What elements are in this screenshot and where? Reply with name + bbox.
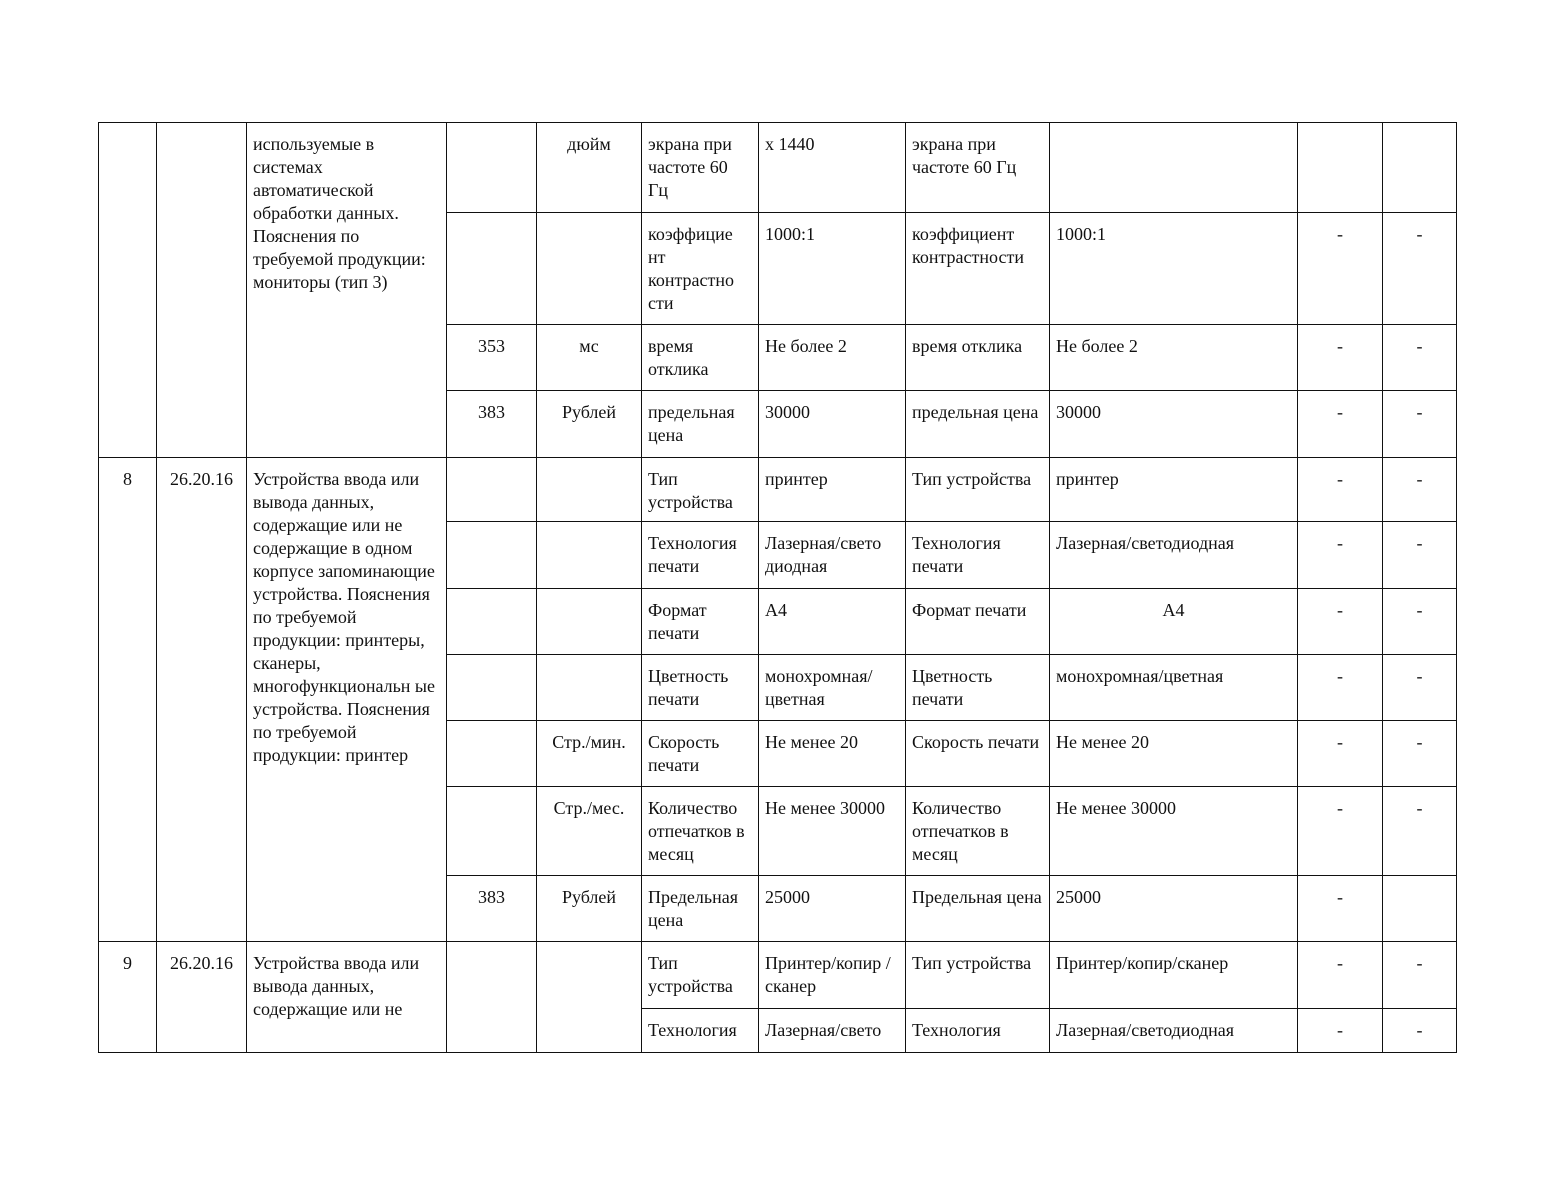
value-cell: Не менее 20: [1050, 721, 1298, 787]
dash-cell: -: [1298, 522, 1383, 589]
characteristic-cell: коэффицие нт контрастно сти: [642, 213, 759, 325]
value-cell: 30000: [759, 391, 906, 458]
characteristic-cell: коэффициент контрастности: [906, 213, 1050, 325]
requirements-table: [98, 122, 1457, 1053]
okei-code-cell: 383: [447, 391, 537, 458]
characteristic-cell: Тип устройства: [906, 942, 1050, 1009]
characteristic-cell: Количество отпечатков в месяц: [642, 787, 759, 876]
dash-cell: -: [1298, 391, 1383, 458]
dash-cell: [1298, 123, 1383, 213]
characteristic-cell: Тип устройства: [642, 458, 759, 522]
unit-cell: Стр./мин.: [537, 721, 642, 787]
table-row: [99, 123, 1457, 213]
characteristic-cell: экрана при частоте 60 Гц: [906, 123, 1050, 213]
okei-code-cell: 383: [447, 876, 537, 942]
value-cell: принтер: [1050, 458, 1298, 522]
product-name-cell: Устройства ввода или вывода данных, содержащие или не содержащие в одном корпусе запоминающие устройства. Пояснения по требуемой продукции: принтеры, сканеры, многофункциональн ые устройства. Пояснения по требуемой продукции: принтер: [247, 458, 447, 942]
dash-cell: -: [1298, 1009, 1383, 1053]
dash-cell: -: [1383, 942, 1457, 1009]
value-cell: Не более 2: [1050, 325, 1298, 391]
row-number-cell: 8: [99, 458, 157, 942]
row-number-cell: [99, 123, 157, 458]
okei-code-cell: [447, 721, 537, 787]
dash-cell: -: [1383, 1009, 1457, 1053]
table-row: [99, 942, 1457, 1009]
unit-cell: Стр./мес.: [537, 787, 642, 876]
dash-cell: [1383, 876, 1457, 942]
row-number-cell: 9: [99, 942, 157, 1053]
characteristic-cell: Технология печати: [906, 522, 1050, 589]
dash-cell: -: [1298, 721, 1383, 787]
okei-code-cell: 353: [447, 325, 537, 391]
dash-cell: -: [1383, 458, 1457, 522]
dash-cell: -: [1383, 213, 1457, 325]
unit-cell: дюйм: [537, 123, 642, 213]
dash-cell: -: [1383, 589, 1457, 655]
value-cell: А4: [759, 589, 906, 655]
unit-cell: Рублей: [537, 876, 642, 942]
okei-code-cell: [447, 522, 537, 589]
characteristic-cell: Формат печати: [642, 589, 759, 655]
dash-cell: -: [1298, 458, 1383, 522]
characteristic-cell: Скорость печати: [642, 721, 759, 787]
characteristic-cell: экрана при частоте 60 Гц: [642, 123, 759, 213]
characteristic-cell: Технология: [906, 1009, 1050, 1053]
dash-cell: -: [1298, 325, 1383, 391]
dash-cell: -: [1298, 589, 1383, 655]
characteristic-cell: предельная цена: [906, 391, 1050, 458]
value-cell: 25000: [1050, 876, 1298, 942]
unit-cell: Рублей: [537, 391, 642, 458]
unit-cell: [537, 589, 642, 655]
dash-cell: -: [1298, 787, 1383, 876]
dash-cell: [1383, 123, 1457, 213]
characteristic-cell: Тип устройства: [906, 458, 1050, 522]
characteristic-cell: Формат печати: [906, 589, 1050, 655]
dash-cell: -: [1298, 213, 1383, 325]
characteristic-cell: Цветность печати: [642, 655, 759, 721]
product-name-cell: Устройства ввода или вывода данных, содержащие или не: [247, 942, 447, 1053]
okei-code-cell: [447, 942, 537, 1053]
dash-cell: -: [1383, 787, 1457, 876]
characteristic-cell: Технология: [642, 1009, 759, 1053]
characteristic-cell: предельная цена: [642, 391, 759, 458]
value-cell: Лазерная/светодиодная: [1050, 1009, 1298, 1053]
okpd-code-cell: 26.20.16: [157, 942, 247, 1053]
value-cell: Лазерная/свето диодная: [759, 522, 906, 589]
value-cell: монохромная/ цветная: [759, 655, 906, 721]
value-cell: 1000:1: [1050, 213, 1298, 325]
dash-cell: -: [1383, 721, 1457, 787]
okei-code-cell: [447, 213, 537, 325]
value-cell: принтер: [759, 458, 906, 522]
value-cell: А4: [1050, 589, 1298, 655]
table-row: [99, 458, 1457, 522]
dash-cell: -: [1383, 655, 1457, 721]
document-page: [98, 122, 1456, 1053]
dash-cell: -: [1298, 876, 1383, 942]
dash-cell: -: [1298, 942, 1383, 1009]
dash-cell: -: [1298, 655, 1383, 721]
unit-cell: [537, 522, 642, 589]
characteristic-cell: Цветность печати: [906, 655, 1050, 721]
value-cell: 30000: [1050, 391, 1298, 458]
value-cell: Принтер/копир/сканер: [1050, 942, 1298, 1009]
value-cell: 25000: [759, 876, 906, 942]
characteristic-cell: Скорость печати: [906, 721, 1050, 787]
value-cell: Не менее 30000: [759, 787, 906, 876]
unit-cell: [537, 213, 642, 325]
okei-code-cell: [447, 458, 537, 522]
okpd-code-cell: 26.20.16: [157, 458, 247, 942]
unit-cell: [537, 655, 642, 721]
characteristic-cell: Тип устройства: [642, 942, 759, 1009]
value-cell: [1050, 123, 1298, 213]
value-cell: Лазерная/свето: [759, 1009, 906, 1053]
product-name-cell: используемые в системах автоматической обработки данных. Пояснения по требуемой продукции: мониторы (тип 3): [247, 123, 447, 458]
characteristic-cell: Предельная цена: [642, 876, 759, 942]
value-cell: Не более 2: [759, 325, 906, 391]
characteristic-cell: время отклика: [906, 325, 1050, 391]
dash-cell: -: [1383, 325, 1457, 391]
value-cell: Не менее 30000: [1050, 787, 1298, 876]
unit-cell: [537, 458, 642, 522]
value-cell: монохромная/цветная: [1050, 655, 1298, 721]
value-cell: Не менее 20: [759, 721, 906, 787]
dash-cell: -: [1383, 391, 1457, 458]
unit-cell: [537, 942, 642, 1053]
dash-cell: -: [1383, 522, 1457, 589]
okei-code-cell: [447, 655, 537, 721]
okei-code-cell: [447, 589, 537, 655]
value-cell: Лазерная/светодиодная: [1050, 522, 1298, 589]
okei-code-cell: [447, 787, 537, 876]
characteristic-cell: Предельная цена: [906, 876, 1050, 942]
characteristic-cell: Технология печати: [642, 522, 759, 589]
okpd-code-cell: [157, 123, 247, 458]
value-cell: 1000:1: [759, 213, 906, 325]
value-cell: Принтер/копир /сканер: [759, 942, 906, 1009]
characteristic-cell: время отклика: [642, 325, 759, 391]
value-cell: x 1440: [759, 123, 906, 213]
unit-cell: мс: [537, 325, 642, 391]
characteristic-cell: Количество отпечатков в месяц: [906, 787, 1050, 876]
okei-code-cell: [447, 123, 537, 213]
